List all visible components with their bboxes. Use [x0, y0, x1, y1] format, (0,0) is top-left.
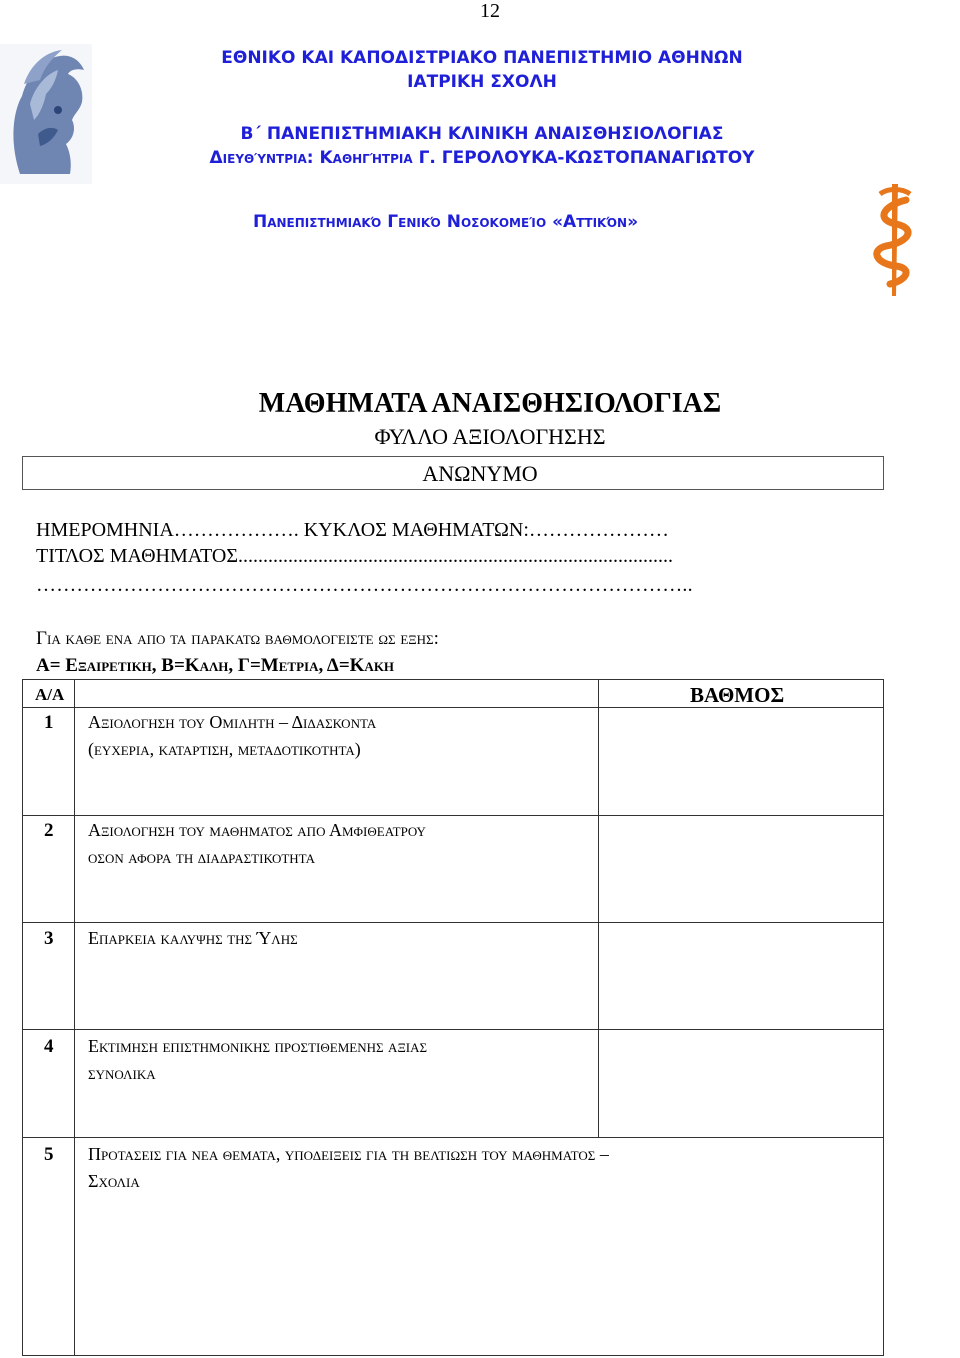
criterion-line: συνολικα [88, 1063, 156, 1083]
lesson-title-line[interactable]: ΤΙΤΛΟΣ ΜΑΘΗΜΑΤΟΣ....................................................................................... [36, 545, 673, 567]
school-name: ΙΑΤΡΙΚΗ ΣΧΟΛΗ [407, 72, 557, 92]
date-course-cycle-line[interactable]: ΗΜΕΡΟΜΗΝΙΑ………………. ΚΥΚΛΟΣ ΜΑΘΗΜΑΤΩΝ:………………… [36, 519, 669, 541]
hospital-name: Πανεπιστημιακό Γενικό Νοσοκομείο «Αττικόν» [253, 212, 639, 232]
medical-caduceus-logo [862, 180, 926, 300]
criterion-line: (ευχερια, καταρτιση, μεταδοτικοτητα) [88, 739, 361, 759]
criterion-line: Αξιολογηση του Ομιλητη – Διδασκοντα [88, 712, 377, 732]
criterion-line: οσον αφορα τη διαδραστικοτητα [88, 847, 315, 867]
grade-cell-1[interactable] [600, 709, 882, 814]
criterion-line: Προτασεις για νεα θεματα, υποδειξεις για τη βελτιωση του μαθηματος – [88, 1144, 609, 1164]
row-number: 5 [44, 1144, 54, 1165]
form-title: ΜΑΘΗΜΑΤΑ ΑΝΑΙΣΘΗΣΙΟΛΟΓΙΑΣ [258, 388, 722, 419]
rating-scale: Α= Εξαιρετικη, Β=Καλη, Γ=Μετρια, Δ=Κακη [36, 655, 395, 676]
grade-cell-2[interactable] [600, 817, 882, 921]
criterion-line: Εκτιμηση επιστημονικης προστιθεμενης αξιας [88, 1036, 428, 1056]
criterion-line: Αξιολογηση του μαθηματος απο Αμφιθεατρου [88, 820, 426, 840]
university-name: ΕΘΝΙΚΟ ΚΑΙ ΚΑΠΟΔΙΣΤΡΙΑΚΟ ΠΑΝΕΠΙΣΤΗΜΙΟ ΑΘΗΝΩΝ [221, 48, 743, 68]
column-header-index: Α/Α [35, 685, 65, 704]
row-number: 4 [44, 1036, 54, 1057]
grade-cell-4[interactable] [600, 1031, 882, 1136]
row-criterion [88, 1141, 848, 1195]
row-number: 2 [44, 820, 54, 841]
anonymous-label: ΑΝΩΝΥΜΟ [422, 461, 538, 486]
row-number: 3 [44, 928, 54, 949]
criterion-line: Επαρκεια καλυψης της Ύλης [88, 928, 298, 948]
director-line: Διευθύντρια: Καθηγήτρια Γ. ΓΕΡΟΛΟΥΚΑ-ΚΩΣΤΟΠΑΝΑΓΙΩΤΟΥ [209, 148, 755, 168]
criterion-line: Σχολια [88, 1171, 140, 1191]
form-subtitle: ΦΥΛΛΟ ΑΞΙΟΛΟΓΗΣΗΣ [374, 424, 606, 449]
lesson-title-continuation[interactable]: …………………………………………………………………………………….. [36, 574, 693, 596]
clinic-name: Β΄ ΠΑΝΕΠΙΣΤΗΜΙΑΚΗ ΚΛΙΝΙΚΗ ΑΝΑΙΣΘΗΣΙΟΛΟΓΙΑΣ [240, 124, 724, 144]
grade-cell-3[interactable] [600, 924, 882, 1028]
row-criterion [88, 817, 593, 871]
row-number: 1 [44, 712, 54, 733]
comments-area[interactable] [76, 1200, 882, 1354]
row-criterion [88, 709, 593, 763]
row-criterion [88, 1033, 593, 1087]
row-criterion [88, 925, 593, 952]
column-header-grade: ΒΑΘΜΟΣ [690, 683, 785, 707]
page-number: 12 [480, 0, 500, 22]
rating-instruction: Για καθε ενα απο τα παρακατω βαθμολογειστε ως εξης: [36, 628, 439, 649]
